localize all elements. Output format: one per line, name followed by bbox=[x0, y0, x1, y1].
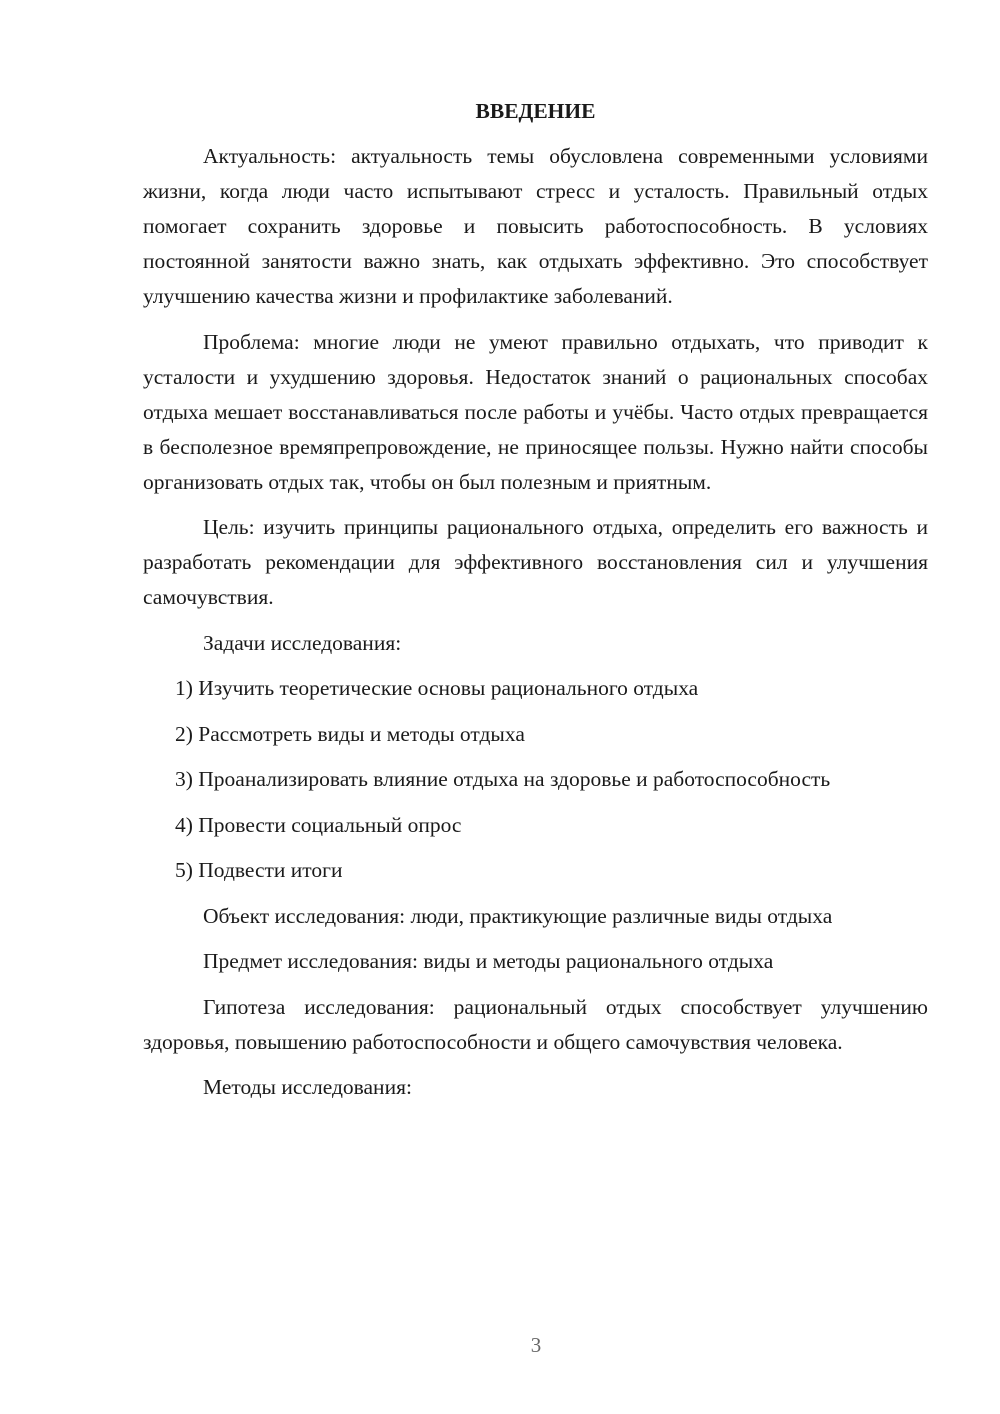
paragraph-relevance: Актуальность: актуальность темы обусловлена современными условиями жизни, когда люди часто испытывают стресс и усталость. Правильный отдых помогает сохранить здоровье и повысить работоспособность. В условиях постоянной занятости важно знать, как отдыхать эффективно. Это способствует улучшению качества жизни и профилактике заболеваний. bbox=[143, 144, 928, 308]
page-title: ВВЕДЕНИЕ bbox=[475, 99, 596, 123]
paragraph-object: Объект исследования: люди, практикующие различные виды отдыха bbox=[203, 903, 833, 928]
task-item-4: 4) Провести социальный опрос bbox=[175, 812, 462, 837]
paragraph-subject: Предмет исследования: виды и методы рационального отдыха bbox=[203, 949, 774, 973]
paragraph-hypothesis: Гипотеза исследования: рациональный отдых способствует улучшению здоровья, повышению работоспособности и общего самочувствия человека. bbox=[143, 994, 928, 1054]
paragraph-problem: Проблема: многие люди не умеют правильно отдыхать, что приводит к усталости и ухудшению здоровья. Недостаток знаний о рациональных способах отдыха мешает восстанавливаться после работы и учёбы. Часто отдых превращается в бесполезное времяпрепровождение, не приносящее пользы. Нужно найти способы организовать отдых так, чтобы он был полезным и приятным. bbox=[143, 329, 928, 494]
page-number: 3 bbox=[530, 1333, 542, 1357]
task-item-1: 1) Изучить теоретические основы рационального отдыха bbox=[175, 676, 699, 700]
tasks-heading: Задачи исследования: bbox=[203, 630, 402, 655]
methods-heading: Методы исследования: bbox=[203, 1075, 412, 1099]
task-item-2: 2) Рассмотреть виды и методы отдыха bbox=[175, 721, 525, 746]
document-page bbox=[143, 94, 928, 1116]
task-item-3: 3) Проанализировать влияние отдыха на здоровье и работоспособность bbox=[175, 767, 831, 791]
paragraph-goal: Цель: изучить принципы рационального отдыха, определить его важность и разработать рекомендации для эффективного восстановления сил и улучшения самочувствия. bbox=[143, 515, 928, 609]
task-item-5: 5) Подвести итоги bbox=[175, 858, 343, 882]
